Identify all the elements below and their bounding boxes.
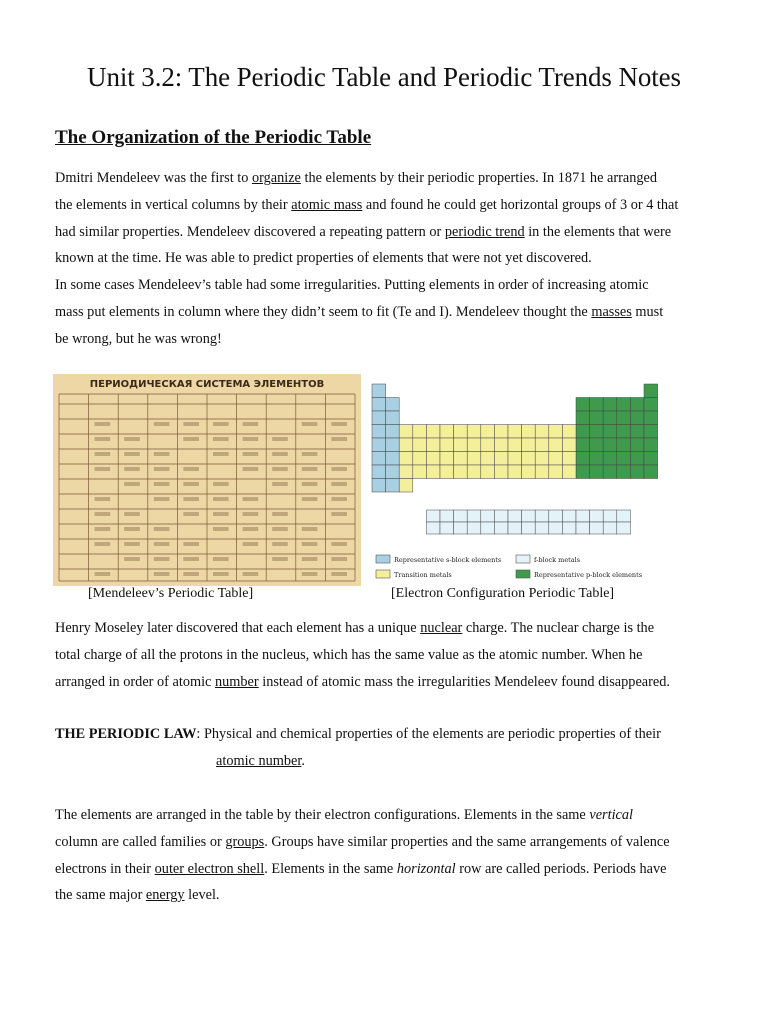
s-block-cell — [386, 411, 400, 425]
p-block-cell — [644, 384, 658, 398]
f-block-cell — [481, 510, 495, 522]
text-line — [55, 669, 720, 696]
cell-mark — [272, 557, 288, 561]
cell-mark — [154, 527, 170, 531]
text: the same major — [55, 887, 146, 904]
p-block-cell — [630, 425, 644, 439]
cell-mark — [243, 452, 259, 456]
transition-block-cell — [426, 438, 440, 452]
p-block-cell — [644, 398, 658, 412]
p-block-cell — [644, 465, 658, 479]
p-block-cell — [630, 465, 644, 479]
cell-mark — [95, 452, 111, 456]
transition-block-cell — [467, 465, 481, 479]
transition-block-cell — [508, 465, 522, 479]
text: . Groups have similar properties and the same arrangements of valence — [264, 833, 670, 850]
text: charge. The nuclear charge is the — [462, 620, 655, 636]
text: Henry Moseley later discovered that each element has a unique — [55, 620, 421, 636]
cell-mark — [95, 572, 111, 576]
f-block-cell — [467, 510, 481, 522]
s-block-cell — [372, 425, 386, 439]
text: the elements by their periodic properties. In 1871 he arranged — [300, 170, 658, 186]
cell-mark — [183, 542, 199, 546]
mendeleev-caption: [Mendeleev’s Periodic Table] — [88, 586, 254, 601]
transition-block-cell — [549, 465, 563, 479]
blank-answer-groups: groups — [225, 833, 265, 850]
cell-mark — [302, 422, 318, 426]
transition-block-cell — [440, 425, 454, 439]
cell-mark — [243, 512, 259, 516]
f-block-cell — [549, 510, 563, 522]
transition-block-cell — [481, 438, 495, 452]
transition-block-cell — [494, 425, 508, 439]
cell-mark — [302, 467, 318, 471]
cell-mark — [213, 422, 229, 426]
cell-mark — [183, 512, 199, 516]
f-block-cell — [617, 522, 631, 534]
text: Dmitri Mendeleev was the first to — [55, 170, 252, 186]
cell-mark — [331, 512, 347, 516]
cell-mark — [272, 452, 288, 456]
cell-mark — [124, 527, 140, 531]
transition-block-cell — [454, 425, 468, 439]
electron-config-caption: [Electron Configuration Periodic Table] — [391, 586, 615, 601]
cell-mark — [213, 557, 229, 561]
transition-block-cell — [522, 465, 536, 479]
text: and found he could get horizontal groups of 3 or 4 that — [362, 196, 679, 213]
text-line — [55, 721, 720, 748]
cell-mark — [95, 542, 111, 546]
s-block-cell — [372, 384, 386, 398]
transition-block-cell — [494, 452, 508, 466]
text: in the elements that were — [524, 223, 672, 240]
transition-block-cell — [562, 438, 576, 452]
cell-mark — [154, 497, 170, 501]
text-line — [55, 882, 720, 909]
cell-mark — [272, 542, 288, 546]
text: electrons in their — [55, 860, 155, 877]
cell-mark — [124, 452, 140, 456]
cell-mark — [302, 452, 318, 456]
p-block-cell — [603, 438, 617, 452]
p-block-cell — [617, 425, 631, 439]
cell-mark — [243, 437, 259, 441]
cell-mark — [302, 557, 318, 561]
transition-block-cell — [413, 465, 427, 479]
cell-mark — [95, 527, 111, 531]
text: column are called families or — [55, 833, 226, 850]
blank-answer-energy: energy — [145, 887, 185, 904]
p-block-cell — [644, 452, 658, 466]
transition-block-cell — [454, 452, 468, 466]
cell-mark — [331, 542, 347, 546]
p-block-cell — [590, 452, 604, 466]
transition-block-cell — [399, 425, 413, 439]
blank-answer-periodic-trend: periodic trend — [444, 223, 525, 240]
cell-mark — [154, 557, 170, 561]
f-block-cell — [494, 510, 508, 522]
f-block-cell — [454, 510, 468, 522]
text-line — [55, 299, 720, 326]
cell-mark — [302, 542, 318, 546]
blank-answer-masses: masses — [591, 303, 632, 320]
section-heading: The Organization of the Periodic Table — [55, 127, 372, 148]
blank-answer-nuclear: nuclear — [420, 620, 463, 636]
text-line — [55, 165, 720, 192]
text: arranged in order of atomic — [55, 673, 215, 690]
periodic-law-label: THE PERIODIC LAW — [55, 726, 197, 742]
transition-block-cell — [440, 452, 454, 466]
f-block-cell — [535, 522, 549, 534]
p-block-cell — [576, 411, 590, 425]
cell-mark — [95, 437, 111, 441]
text-line — [55, 856, 720, 883]
electron-configuration-table-image — [370, 382, 662, 584]
cell-mark — [331, 482, 347, 486]
cell-mark — [124, 557, 140, 561]
transition-block-cell — [535, 425, 549, 439]
transition-block-cell — [508, 425, 522, 439]
transition-block-cell — [399, 452, 413, 466]
transition-block-cell — [522, 425, 536, 439]
text-line — [55, 219, 720, 246]
s-block-cell — [372, 438, 386, 452]
transition-block-cell — [508, 452, 522, 466]
p-block-cell — [617, 411, 631, 425]
f-block-cell — [617, 510, 631, 522]
transition-block-cell — [426, 425, 440, 439]
f-block-cell — [576, 510, 590, 522]
p-block-cell — [590, 438, 604, 452]
p-block-cell — [603, 425, 617, 439]
text-line: In some cases Mendeleev’s table had some irregularities. Putting elements in order of increasing atomic — [55, 277, 649, 294]
cell-mark — [183, 557, 199, 561]
cell-mark — [213, 497, 229, 501]
f-block-cell — [535, 510, 549, 522]
cell-mark — [213, 482, 229, 486]
legend-label-p-block: Representative p-block elements — [534, 571, 643, 579]
transition-block-cell — [535, 452, 549, 466]
f-block-cell — [440, 510, 454, 522]
transition-block-cell — [481, 425, 495, 439]
legend-swatch-s-block — [376, 555, 390, 563]
transition-block-cell — [522, 438, 536, 452]
f-block-cell — [508, 522, 522, 534]
p-block-cell — [617, 398, 631, 412]
p-block-cell — [590, 411, 604, 425]
cell-mark — [302, 482, 318, 486]
cell-mark — [243, 422, 259, 426]
cell-mark — [183, 437, 199, 441]
text: had similar properties. Mendeleev discovered a repeating pattern or — [55, 223, 445, 240]
s-block-cell — [386, 452, 400, 466]
f-block-cell — [522, 522, 536, 534]
transition-block-cell — [413, 425, 427, 439]
p-block-cell — [630, 452, 644, 466]
mendeleev-paragraph — [55, 165, 720, 353]
cell-mark — [213, 512, 229, 516]
transition-block-cell — [481, 452, 495, 466]
transition-block-cell — [549, 438, 563, 452]
transition-block-cell — [535, 465, 549, 479]
legend-swatch-p-block — [516, 570, 530, 578]
p-block-cell — [576, 398, 590, 412]
cell-mark — [243, 572, 259, 576]
f-block-cell — [440, 522, 454, 534]
transition-block-cell — [399, 479, 413, 493]
blank-answer-outer-electron-shell: outer electron shell — [154, 860, 265, 877]
cell-mark — [272, 482, 288, 486]
cell-mark — [124, 482, 140, 486]
cell-mark — [272, 527, 288, 531]
cell-mark — [213, 452, 229, 456]
emphasis: horizontal — [396, 860, 456, 877]
blank-answer-atomic-mass: atomic mass — [291, 196, 363, 213]
f-block-cell — [454, 522, 468, 534]
s-block-cell — [372, 398, 386, 412]
transition-block-cell — [399, 438, 413, 452]
text-line — [55, 192, 720, 219]
cell-mark — [95, 512, 111, 516]
p-block-cell — [617, 452, 631, 466]
f-block-cell — [590, 522, 604, 534]
f-block-cell — [481, 522, 495, 534]
text: mass put elements in column where they didn’t seem to fit (Te and I). Mendeleev thought the — [55, 303, 592, 320]
cell-mark — [272, 467, 288, 471]
transition-block-cell — [467, 438, 481, 452]
f-block-cell — [576, 522, 590, 534]
text-line — [55, 802, 720, 829]
blank-answer-organize: organize — [251, 170, 301, 186]
text-line: total charge of all the protons in the nucleus, which has the same value as the atomic number. When he — [55, 646, 643, 663]
cell-mark — [154, 452, 170, 456]
text: : Physical and chemical properties of the elements are periodic properties of their — [196, 726, 661, 742]
f-block-cell — [508, 510, 522, 522]
transition-block-cell — [562, 465, 576, 479]
text-line — [55, 748, 720, 775]
cell-mark — [243, 467, 259, 471]
cell-mark — [95, 422, 111, 426]
p-block-cell — [603, 398, 617, 412]
transition-block-cell — [454, 465, 468, 479]
legend-label-s-block: Representative s-block elements — [394, 556, 502, 564]
cell-mark — [213, 572, 229, 576]
cell-mark — [95, 467, 111, 471]
cell-mark — [331, 557, 347, 561]
text-line: known at the time. He was able to predict properties of elements that were not yet discovered. — [55, 250, 592, 267]
emphasis: vertical — [589, 807, 634, 823]
text-line — [55, 829, 720, 856]
cell-mark — [95, 497, 111, 501]
text: The elements are arranged in the table by their electron configurations. Elements in the same — [55, 807, 590, 823]
transition-block-cell — [508, 438, 522, 452]
p-block-cell — [603, 452, 617, 466]
f-block-cell — [494, 522, 508, 534]
s-block-cell — [386, 425, 400, 439]
cell-mark — [183, 422, 199, 426]
p-block-cell — [576, 425, 590, 439]
s-block-cell — [386, 438, 400, 452]
text: row are called periods. Periods have — [455, 860, 667, 877]
p-block-cell — [576, 452, 590, 466]
mendeleev-table-heading: ПЕРИОДИЧЕСКАЯ СИСТЕМА ЭЛЕМЕНТОВ — [89, 379, 325, 390]
p-block-cell — [603, 465, 617, 479]
transition-block-cell — [440, 465, 454, 479]
cell-mark — [183, 572, 199, 576]
text: . — [301, 752, 305, 769]
periodic-law — [55, 721, 720, 775]
p-block-cell — [617, 465, 631, 479]
cell-mark — [154, 467, 170, 471]
p-block-cell — [590, 425, 604, 439]
text: . Elements in the same — [264, 860, 397, 877]
page-title: Unit 3.2: The Periodic Table and Periodic Trends Notes — [87, 62, 681, 92]
transition-block-cell — [562, 452, 576, 466]
text-line: be wrong, but he was wrong! — [55, 330, 222, 347]
p-block-cell — [630, 438, 644, 452]
transition-block-cell — [426, 465, 440, 479]
cell-mark — [331, 497, 347, 501]
blank-answer-number: number — [214, 673, 259, 690]
p-block-cell — [576, 438, 590, 452]
cell-mark — [243, 527, 259, 531]
s-block-cell — [372, 452, 386, 466]
text: the elements in vertical columns by their — [55, 196, 292, 213]
f-block-cell — [590, 510, 604, 522]
p-block-cell — [617, 438, 631, 452]
cell-mark — [124, 542, 140, 546]
legend-label-transition: Transition metals — [394, 571, 452, 579]
cell-mark — [154, 422, 170, 426]
cell-mark — [154, 572, 170, 576]
transition-block-cell — [562, 425, 576, 439]
cell-mark — [154, 482, 170, 486]
groups-periods-paragraph — [55, 802, 720, 909]
p-block-cell — [644, 438, 658, 452]
transition-block-cell — [481, 465, 495, 479]
mendeleev-periodic-table-image — [53, 374, 361, 586]
cell-mark — [183, 482, 199, 486]
blank-answer-atomic-number: atomic number — [216, 752, 302, 769]
transition-block-cell — [549, 452, 563, 466]
cell-mark — [302, 497, 318, 501]
transition-block-cell — [413, 438, 427, 452]
f-block-cell — [522, 510, 536, 522]
cell-mark — [183, 467, 199, 471]
text: must — [631, 303, 664, 320]
s-block-cell — [372, 465, 386, 479]
transition-block-cell — [535, 438, 549, 452]
cell-mark — [213, 437, 229, 441]
cell-mark — [331, 437, 347, 441]
transition-block-cell — [549, 425, 563, 439]
cell-mark — [154, 542, 170, 546]
transition-block-cell — [522, 452, 536, 466]
cell-mark — [272, 437, 288, 441]
p-block-cell — [590, 465, 604, 479]
f-block-cell — [562, 522, 576, 534]
f-block-cell — [562, 510, 576, 522]
cell-mark — [331, 467, 347, 471]
transition-block-cell — [440, 438, 454, 452]
cell-mark — [124, 512, 140, 516]
cell-mark — [302, 572, 318, 576]
s-block-cell — [386, 465, 400, 479]
moseley-paragraph — [55, 615, 720, 695]
p-block-cell — [644, 425, 658, 439]
legend-label-f-block: f-block metals — [534, 556, 581, 564]
s-block-cell — [386, 398, 400, 412]
f-block-cell — [426, 510, 440, 522]
cell-mark — [272, 512, 288, 516]
transition-block-cell — [494, 438, 508, 452]
cell-mark — [124, 437, 140, 441]
transition-block-cell — [413, 452, 427, 466]
cell-mark — [243, 497, 259, 501]
text: level. — [184, 887, 220, 904]
f-block-cell — [549, 522, 563, 534]
cell-mark — [124, 467, 140, 471]
legend-swatch-transition — [376, 570, 390, 578]
f-block-cell — [467, 522, 481, 534]
transition-block-cell — [454, 438, 468, 452]
cell-mark — [183, 497, 199, 501]
transition-block-cell — [467, 425, 481, 439]
p-block-cell — [603, 411, 617, 425]
p-block-cell — [630, 398, 644, 412]
text-line — [55, 615, 720, 642]
cell-mark — [213, 527, 229, 531]
p-block-cell — [576, 465, 590, 479]
transition-block-cell — [494, 465, 508, 479]
f-block-cell — [603, 510, 617, 522]
p-block-cell — [630, 411, 644, 425]
text: instead of atomic mass the irregularities Mendeleev found disappeared. — [258, 673, 670, 690]
transition-block-cell — [426, 452, 440, 466]
cell-mark — [302, 527, 318, 531]
p-block-cell — [590, 398, 604, 412]
transition-block-cell — [467, 452, 481, 466]
cell-mark — [331, 422, 347, 426]
cell-mark — [243, 542, 259, 546]
transition-block-cell — [399, 465, 413, 479]
legend-swatch-f-block — [516, 555, 530, 563]
f-block-cell — [426, 522, 440, 534]
s-block-cell — [372, 479, 386, 493]
s-block-cell — [372, 411, 386, 425]
f-block-cell — [603, 522, 617, 534]
cell-mark — [331, 572, 347, 576]
p-block-cell — [644, 411, 658, 425]
s-block-cell — [386, 479, 400, 493]
